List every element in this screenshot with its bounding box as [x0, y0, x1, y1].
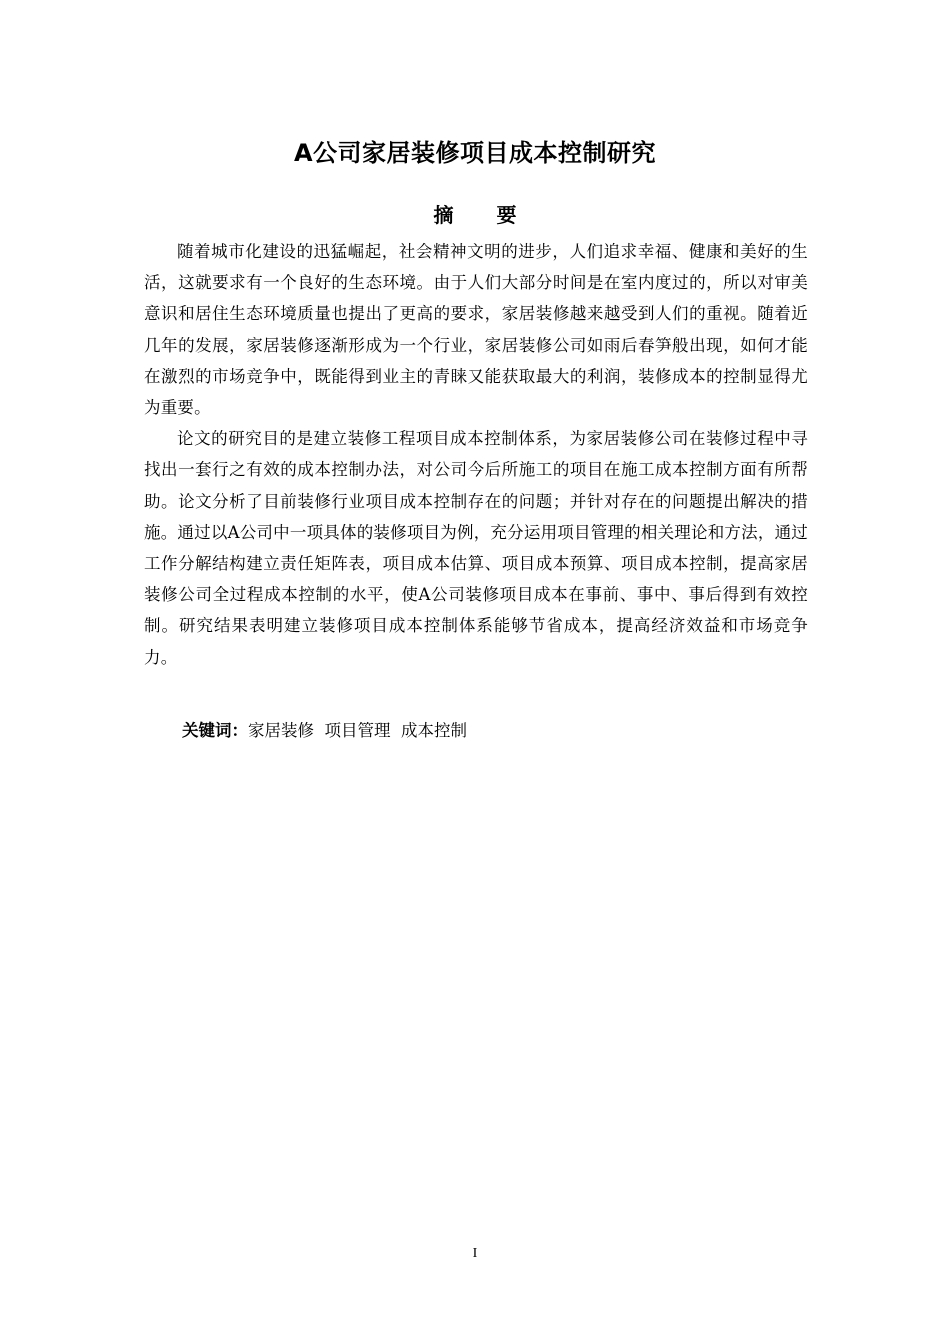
page-number: I [472, 1246, 478, 1261]
abstract-heading: 摘 要 [433, 203, 535, 227]
abstract-body [144, 236, 808, 673]
abstract-paragraph-1: 随着城市化建设的迅猛崛起，社会精神文明的进步，人们追求幸福、健康和美好的生活，这就要求有一个良好的生态环境。由于人们大部分时间是在室内度过的，所以对审美意识和居住生态环境质量也提出了更高的要求，家居装修越来越受到人们的重视。随着近几年的发展，家居装修逐渐形成为一个行业，家居装修公司如雨后春笋般出现，如何才能在激烈的市场竞争中，既能得到业主的青睐又能获取最大的利润，装修成本的控制显得尤为重要。 [144, 242, 808, 418]
keywords-line [182, 716, 802, 746]
document-title: A公司家居装修项目成本控制研究 [293, 139, 657, 167]
abstract-paragraph-2: 论文的研究目的是建立装修工程项目成本控制体系，为家居装修公司在装修过程中寻找出一套行之有效的成本控制办法，对公司今后所施工的项目在施工成本控制方面有所帮助。论文分析了目前装修行业项目成本控制存在的问题；并针对存在的问题提出解决的措施。通过以A公司中一项具体的装修项目为例，充分运用项目管理的相关理论和方法，通过工作分解结构建立责任矩阵表，项目成本估算、项目成本预算、项目成本控制，提高家居装修公司全过程成本控制的水平，使A公司装修项目成本在事前、事中、事后得到有效控制。研究结果表明建立装修项目成本控制体系能够节省成本，提高经济效益和市场竞争力。 [144, 429, 808, 667]
keywords-list: 家居装修 项目管理 成本控制 [248, 721, 467, 740]
keywords-label: 关键词： [182, 721, 248, 740]
